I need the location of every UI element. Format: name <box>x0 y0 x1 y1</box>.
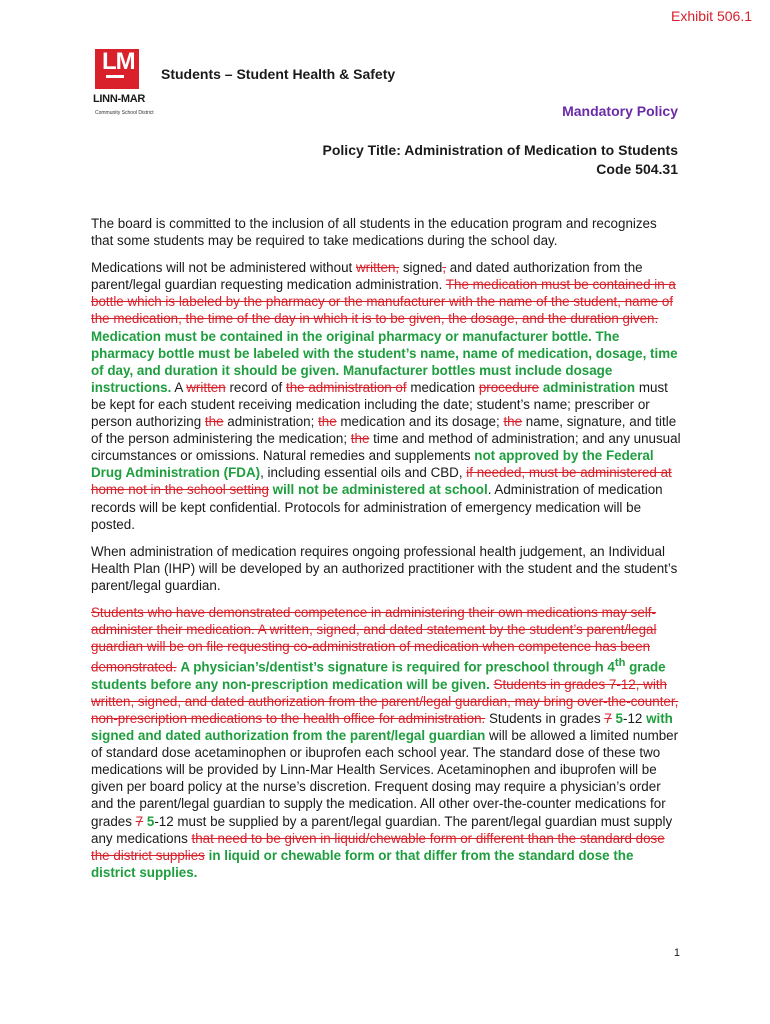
inserted-text: will not be administered at school <box>272 482 488 498</box>
deleted-text: if needed, must be administered at home not in the school setting <box>91 465 672 498</box>
paragraph-otc-medication <box>91 604 681 881</box>
inserted-superscript: th <box>614 657 626 670</box>
body-text: record of <box>225 379 287 395</box>
body-text: , including essential oils and CBD, <box>260 465 467 481</box>
policy-type: Mandatory Policy <box>562 103 678 119</box>
inserted-text: grade students before any non-prescription medication will be given. <box>91 659 666 692</box>
deleted-text: the <box>350 431 370 447</box>
body-text: -12 must be supplied by a parent/legal guardian. The parent/legal guardian must supply any medications <box>91 813 673 846</box>
body-text: -12 <box>623 711 647 726</box>
body-text: A <box>171 379 187 395</box>
logo-mark <box>95 49 139 89</box>
section-title: Students – Student Health & Safety <box>161 66 396 82</box>
deleted-text: written <box>186 379 226 395</box>
body-text: name, signature, and title of the person administering the medication; <box>91 414 677 447</box>
inserted-text: A physician’s/dentist’s signature is required for preschool through 4 <box>180 659 615 675</box>
deleted-text: the <box>204 414 224 430</box>
page-number: 1 <box>673 947 680 959</box>
policy-heading <box>323 141 678 179</box>
body-text: must be kept for each student receiving medication including the date; student’s name; prescriber or person authorizing <box>91 379 668 430</box>
body-text: time and method of administration; and any unusual circumstances or omissions. Natural remedies and supplements <box>91 431 681 464</box>
deleted-text: the administration of <box>286 379 407 395</box>
body-text: medication <box>406 379 479 395</box>
body-text: will be allowed a limited number of standard dose acetaminophen or ibuprofen each school year. The standard dose of these two medications will be provided by Linn-Mar Health Services. Acetaminophen and ibuprofen will be given per board policy at the nurse’s discretion. Frequent dosing may require a physician’s order and the parent/legal guardian to supply the medication. All other over-the-counter medications for grades <box>91 728 679 829</box>
inserted-text: with signed and dated authorization from the parent/legal guardian <box>91 711 673 744</box>
deleted-text: 7 <box>135 813 144 829</box>
body-text: signed <box>399 260 443 276</box>
deleted-text: written, <box>355 260 400 276</box>
deleted-text: , <box>442 260 447 276</box>
paragraph-ihp: When administration of medication requires ongoing professional health judgement, an Individual Health Plan (IHP) will be developed by an authorized practitioner with the student and the student’s parent/legal guardian. <box>91 543 678 593</box>
deleted-text: Students in grades 7-12, with written, signed, and dated authorization from the parent/legal guardian, may bring over-the-counter, non-prescription medications to the health office for administration. <box>91 676 679 726</box>
logo-name: LINN-MAR <box>93 93 145 105</box>
policy-body <box>91 215 681 891</box>
deleted-text: 7 <box>604 711 612 726</box>
logo-mark-text: LM <box>102 48 135 75</box>
body-text: Medications will not be administered without <box>91 260 356 276</box>
inserted-text: 5 <box>146 813 155 829</box>
policy-title: Policy Title: Administration of Medication to Students <box>322 142 678 158</box>
paragraph-authorization <box>91 259 681 533</box>
body-text: Students in grades <box>485 711 605 726</box>
paragraph-intro: The board is committed to the inclusion of all students in the education program and recognizes that some students may be required to take medications during the school day. <box>91 216 657 249</box>
body-text: administration; <box>223 414 319 430</box>
deleted-text: The medication must be contained in a bottle which is labeled by the pharmacy or the manufacturer with the name of the student, name of the medication, the time of the day in which it is to be given, the dosage, and the duration given. <box>91 277 676 327</box>
exhibit-label: Exhibit 506.1 <box>671 8 752 24</box>
deleted-text: the <box>318 414 337 430</box>
inserted-text: not approved by the Federal Drug Administration (FDA) <box>91 448 654 481</box>
inserted-text: 5 <box>615 711 623 726</box>
linn-mar-logo <box>91 48 154 116</box>
deleted-text: Students who have demonstrated competence in administering their own medications may self-administer their medication. A written, signed, and dated statement by the student’s parent/legal guardian will be on file requesting co-administration of medication when competence has been demonstrated. <box>91 604 657 675</box>
body-text: medication and its dosage; <box>336 414 504 430</box>
body-text: and dated authorization from the parent/legal guardian requesting medication administration. <box>91 260 643 293</box>
body-text: . Administration of medication records will be kept confidential. Protocols for administration of emergency medication will be posted. <box>91 482 663 532</box>
deleted-text: that need to be given in liquid/chewable form or different than the standard dose the district supplies <box>91 830 665 863</box>
deleted-text: the <box>503 414 523 430</box>
inserted-text: administration <box>542 379 636 395</box>
inserted-text: in liquid or chewable form or that differ from the standard dose the district supplies. <box>91 847 634 880</box>
deleted-text: procedure <box>478 379 540 395</box>
policy-code: Code 504.31 <box>596 161 678 177</box>
inserted-text: Medication must be contained in the original pharmacy or manufacturer bottle. The pharmacy bottle must be labeled with the student’s name, name of medication, dosage, time of day, and duration it should be given. Manufacturer bottles must include dosage instructions. <box>91 328 678 395</box>
logo-subtitle: Community School District <box>95 110 154 116</box>
